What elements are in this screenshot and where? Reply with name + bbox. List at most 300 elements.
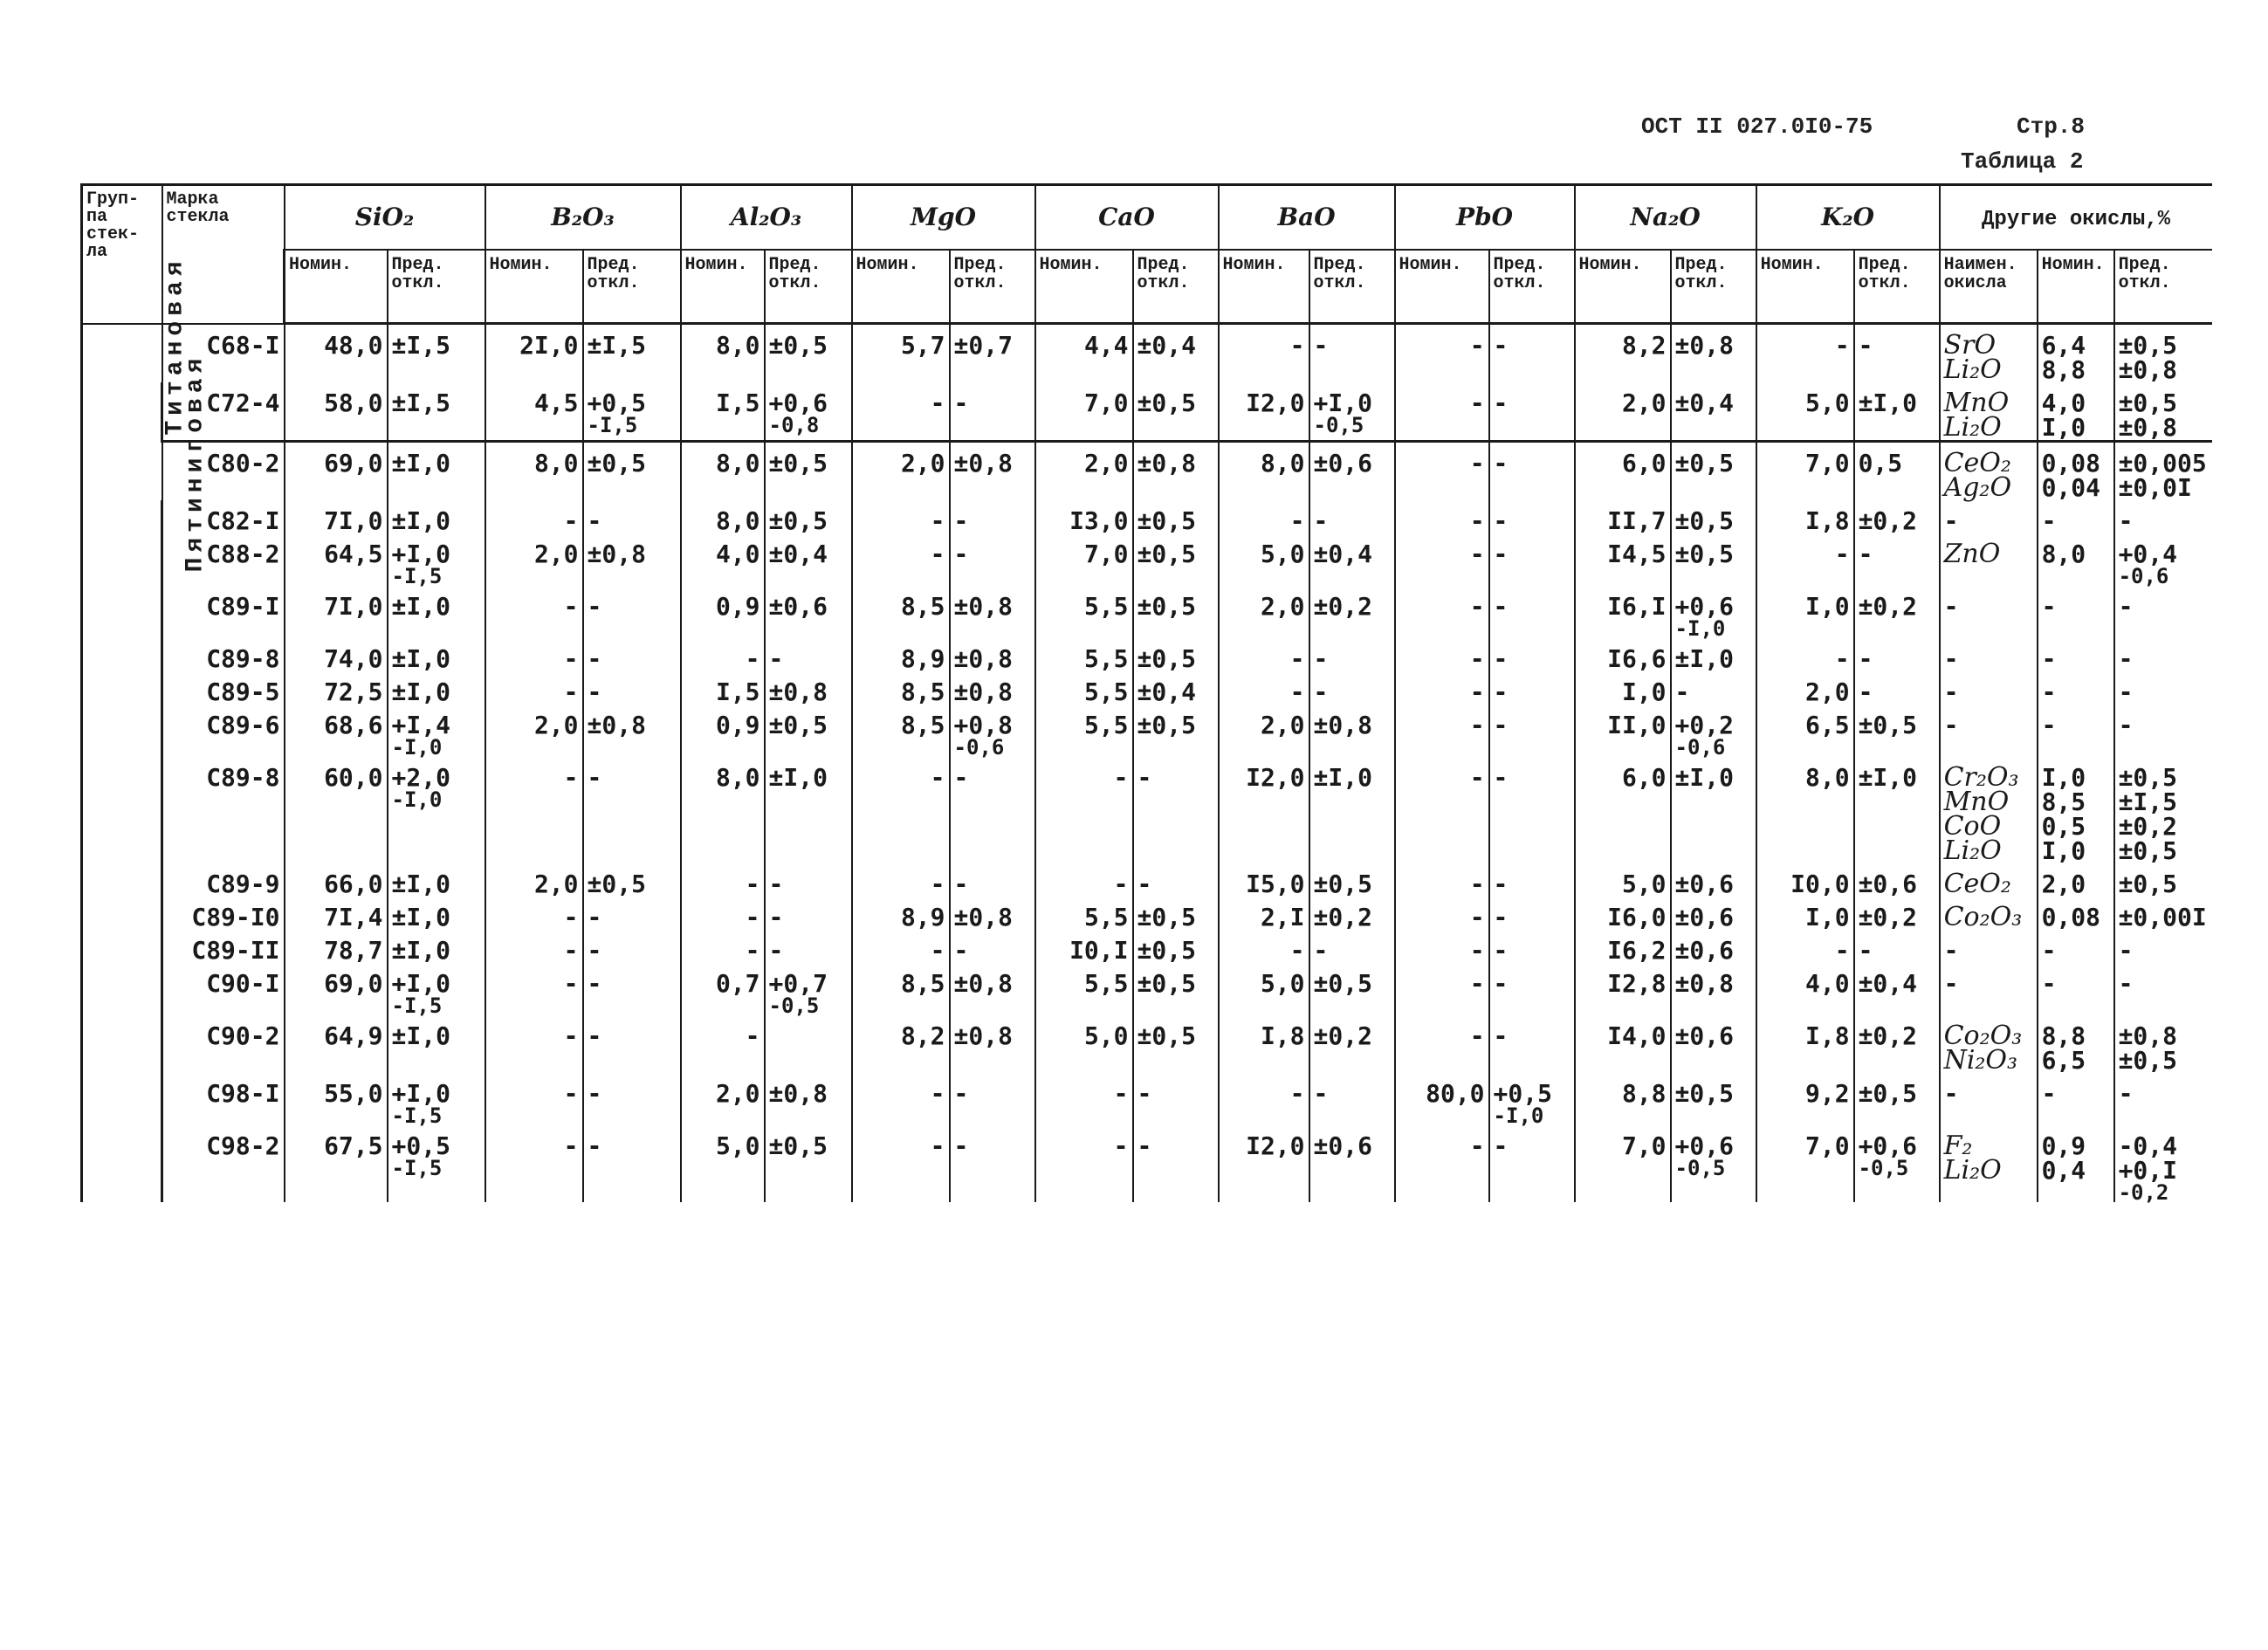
nominal-value: - — [1395, 442, 1489, 501]
nominal-value: II,7 — [1575, 500, 1671, 533]
nominal-value: I5,0 — [1219, 863, 1309, 897]
nominal-value: 8,2 — [852, 1015, 950, 1073]
tolerance-value: ±0,8 — [1671, 324, 1756, 383]
tolerance-value: - — [950, 1125, 1035, 1202]
tolerance-value: - — [1489, 586, 1575, 638]
group-label: Титановая — [82, 324, 162, 442]
tolerance-value: ±0,6 — [1309, 1125, 1395, 1202]
tolerance-value: - — [583, 1073, 681, 1125]
table-row — [82, 671, 2212, 705]
tolerance-value: - — [583, 930, 681, 963]
nominal-value: - — [1395, 1125, 1489, 1202]
subheader-other-name: Наимен. окисла — [1940, 250, 2038, 324]
subheader-nominal: Номин. — [681, 250, 765, 324]
group-label: Пятиниговая — [82, 442, 162, 1203]
tolerance-value: +0,8 -0,6 — [950, 705, 1035, 757]
nominal-value: 4,4 — [1035, 324, 1133, 383]
tolerance-value: ±0,5 — [1854, 705, 1940, 757]
other-oxide-name: Cr₂O₃ MnO CoO Li₂O — [1940, 757, 2038, 863]
tolerance-value: +0,6 -0,5 — [1854, 1125, 1940, 1202]
tolerance-value: - — [1854, 671, 1940, 705]
other-oxide-nominal: 8,0 — [2038, 533, 2114, 586]
subheader-nominal: Номин. — [485, 250, 583, 324]
tolerance-value: - — [1854, 638, 1940, 671]
nominal-value: 74,0 — [285, 638, 388, 671]
tolerance-value: ±0,2 — [1854, 897, 1940, 930]
tolerance-value: ±0,5 — [1133, 638, 1219, 671]
tolerance-value: ±0,5 — [583, 863, 681, 897]
header-oxide-mgo: MgO — [852, 185, 1035, 251]
tolerance-value: +0,5 -I,5 — [388, 1125, 485, 1202]
tolerance-value: ±I,0 — [388, 1015, 485, 1073]
table-row — [82, 1125, 2212, 1202]
tolerance-value: - — [1489, 500, 1575, 533]
other-oxide-nominal: - — [2038, 500, 2114, 533]
nominal-value: 8,0 — [485, 442, 583, 501]
tolerance-value: - — [1489, 638, 1575, 671]
nominal-value: - — [681, 638, 765, 671]
tolerance-value: - — [950, 382, 1035, 442]
tolerance-value: ±0,5 — [1671, 500, 1756, 533]
other-oxide-tolerance: +0,4 -0,6 — [2114, 533, 2212, 586]
other-oxide-name: MnO Li₂O — [1940, 382, 2038, 442]
tolerance-value: - — [1309, 930, 1395, 963]
nominal-value: 66,0 — [285, 863, 388, 897]
tolerance-value: - — [1489, 533, 1575, 586]
header-grade: Марка стекла — [162, 185, 285, 324]
other-oxide-tolerance: ±0,5 ±0,8 — [2114, 324, 2212, 383]
tolerance-value: - — [583, 638, 681, 671]
nominal-value: - — [485, 671, 583, 705]
tolerance-value: ±0,4 — [1309, 533, 1395, 586]
tolerance-value: +I,4 -I,0 — [388, 705, 485, 757]
other-oxide-tolerance: ±0,5 ±I,5 ±0,2 ±0,5 — [2114, 757, 2212, 863]
tolerance-value: ±I,0 — [388, 500, 485, 533]
tolerance-value: ±0,5 — [1133, 1015, 1219, 1073]
page-number: Стр.8 — [2017, 113, 2086, 140]
tolerance-value: - — [950, 757, 1035, 863]
nominal-value: 8,9 — [852, 897, 950, 930]
tolerance-value: - — [765, 930, 852, 963]
nominal-value: 8,0 — [681, 757, 765, 863]
tolerance-value: - — [765, 897, 852, 930]
tolerance-value: ±0,6 — [1671, 863, 1756, 897]
tolerance-value: ±0,4 — [765, 533, 852, 586]
tolerance-value: - — [1133, 757, 1219, 863]
nominal-value: I2,0 — [1219, 382, 1309, 442]
nominal-value: - — [681, 1015, 765, 1073]
tolerance-value: ±0,4 — [1671, 382, 1756, 442]
nominal-value: 8,0 — [1219, 442, 1309, 501]
nominal-value: 7I,0 — [285, 586, 388, 638]
nominal-value: I6,0 — [1575, 897, 1671, 930]
nominal-value: I,0 — [1756, 586, 1854, 638]
nominal-value: I0,I — [1035, 930, 1133, 963]
nominal-value: - — [852, 757, 950, 863]
other-oxide-tolerance: ±0,5 — [2114, 863, 2212, 897]
glass-grade: С89-I0 — [162, 897, 285, 930]
glass-grade: С89-II — [162, 930, 285, 963]
subheader-nominal: Номин. — [1575, 250, 1671, 324]
tolerance-value: ±I,0 — [388, 671, 485, 705]
tolerance-value: ±0,8 — [765, 1073, 852, 1125]
tolerance-value: ±0,5 — [1671, 1073, 1756, 1125]
nominal-value: I,0 — [1756, 897, 1854, 930]
other-oxide-nominal: - — [2038, 1073, 2114, 1125]
tolerance-value: ±I,0 — [388, 442, 485, 501]
subheader-nominal: Номин. — [852, 250, 950, 324]
nominal-value: 72,5 — [285, 671, 388, 705]
other-oxide-nominal: 8,8 6,5 — [2038, 1015, 2114, 1073]
nominal-value: - — [852, 863, 950, 897]
nominal-value: I0,0 — [1756, 863, 1854, 897]
tolerance-value: ±0,5 — [765, 500, 852, 533]
nominal-value: - — [1395, 1015, 1489, 1073]
other-oxide-name: Co₂O₃ Ni₂O₃ — [1940, 1015, 2038, 1073]
tolerance-value: - — [1309, 324, 1395, 383]
nominal-value: - — [1035, 757, 1133, 863]
nominal-value: 8,2 — [1575, 324, 1671, 383]
other-oxide-tolerance: ±0,5 ±0,8 — [2114, 382, 2212, 442]
nominal-value: - — [485, 897, 583, 930]
nominal-value: I6,I — [1575, 586, 1671, 638]
nominal-value: 64,9 — [285, 1015, 388, 1073]
other-oxide-nominal: 0,9 0,4 — [2038, 1125, 2114, 1202]
nominal-value: 5,7 — [852, 324, 950, 383]
subheader-nominal: Номин. — [1395, 250, 1489, 324]
nominal-value: - — [1035, 863, 1133, 897]
tolerance-value: - — [1489, 1125, 1575, 1202]
tolerance-value: - — [950, 930, 1035, 963]
other-oxide-nominal: 0,08 0,04 — [2038, 442, 2114, 501]
tolerance-value: - — [1489, 757, 1575, 863]
tolerance-value: ±0,5 — [1133, 930, 1219, 963]
nominal-value: - — [1395, 705, 1489, 757]
table-row — [82, 442, 2212, 501]
subheader-nominal: Номин. — [1219, 250, 1309, 324]
tolerance-value: - — [1489, 705, 1575, 757]
table-row — [82, 638, 2212, 671]
nominal-value: 69,0 — [285, 442, 388, 501]
nominal-value: - — [1395, 863, 1489, 897]
nominal-value: 5,5 — [1035, 586, 1133, 638]
tolerance-value — [765, 1015, 852, 1073]
table-label: Таблица 2 — [1961, 148, 2084, 175]
tolerance-value: ±0,5 — [1309, 963, 1395, 1015]
other-oxide-tolerance: - — [2114, 638, 2212, 671]
nominal-value: 8,0 — [681, 500, 765, 533]
table-row — [82, 897, 2212, 930]
nominal-value: 7,0 — [1035, 382, 1133, 442]
subheader-nominal: Номин. — [1756, 250, 1854, 324]
nominal-value: 2,0 — [1575, 382, 1671, 442]
other-oxide-name: - — [1940, 586, 2038, 638]
nominal-value: - — [485, 638, 583, 671]
other-oxide-name: F₂ Li₂O — [1940, 1125, 2038, 1202]
other-oxide-nominal: I,0 8,5 0,5 I,0 — [2038, 757, 2114, 863]
nominal-value: 48,0 — [285, 324, 388, 383]
header-oxide-pbo: PbO — [1395, 185, 1575, 251]
nominal-value: - — [485, 586, 583, 638]
nominal-value: - — [852, 1073, 950, 1125]
tolerance-value: - — [583, 1125, 681, 1202]
other-oxide-nominal: 0,08 — [2038, 897, 2114, 930]
nominal-value: 5,0 — [1035, 1015, 1133, 1073]
nominal-value: 2,0 — [485, 863, 583, 897]
nominal-value: - — [1395, 757, 1489, 863]
nominal-value: 2I,0 — [485, 324, 583, 383]
tolerance-value: ±0,5 — [1854, 1073, 1940, 1125]
header-oxide-al2o3: Al₂O₃ — [681, 185, 852, 251]
nominal-value: - — [1395, 638, 1489, 671]
nominal-value: 8,5 — [852, 586, 950, 638]
nominal-value: - — [485, 930, 583, 963]
subheader-tolerance: Пред. откл. — [950, 250, 1035, 324]
other-oxide-name: - — [1940, 963, 2038, 1015]
tolerance-value: ±0,8 — [1671, 963, 1756, 1015]
tolerance-value: ±0,8 — [1133, 442, 1219, 501]
nominal-value: 5,0 — [1575, 863, 1671, 897]
other-oxide-nominal: - — [2038, 930, 2114, 963]
table-row — [82, 705, 2212, 757]
nominal-value: - — [1219, 324, 1309, 383]
tolerance-value: ±I,0 — [388, 638, 485, 671]
nominal-value: 6,0 — [1575, 757, 1671, 863]
nominal-value: I4,0 — [1575, 1015, 1671, 1073]
other-oxide-tolerance: -0,4 +0,I -0,2 — [2114, 1125, 2212, 1202]
nominal-value: 2,0 — [1219, 705, 1309, 757]
table-row — [82, 500, 2212, 533]
tolerance-value: ±0,4 — [1854, 963, 1940, 1015]
glass-grade: С90-I — [162, 963, 285, 1015]
other-oxide-name: - — [1940, 930, 2038, 963]
nominal-value: 0,9 — [681, 705, 765, 757]
nominal-value: 5,5 — [1035, 671, 1133, 705]
glass-grade: С89-8 — [162, 757, 285, 863]
tolerance-value: ±0,8 — [1309, 705, 1395, 757]
nominal-value: - — [852, 1125, 950, 1202]
tolerance-value: ±I,0 — [1309, 757, 1395, 863]
subheader-tolerance: Пред. откл. — [388, 250, 485, 324]
nominal-value: 5,5 — [1035, 963, 1133, 1015]
nominal-value: 8,5 — [852, 963, 950, 1015]
tolerance-value: - — [583, 897, 681, 930]
tolerance-value: ±0,4 — [1133, 671, 1219, 705]
nominal-value: - — [1219, 638, 1309, 671]
tolerance-value: +2,0 -I,0 — [388, 757, 485, 863]
tolerance-value: ±0,5 — [1133, 533, 1219, 586]
nominal-value: 9,2 — [1756, 1073, 1854, 1125]
tolerance-value: - — [950, 533, 1035, 586]
tolerance-value: ±0,5 — [1133, 963, 1219, 1015]
nominal-value: - — [852, 930, 950, 963]
glass-grade: С88-2 — [162, 533, 285, 586]
tolerance-value: ±I,0 — [388, 930, 485, 963]
other-oxide-nominal: - — [2038, 671, 2114, 705]
document-code: ОСТ II 027.0I0-75 — [1641, 113, 1873, 140]
tolerance-value: ±0,6 — [1671, 897, 1756, 930]
nominal-value: - — [1395, 533, 1489, 586]
table-row — [82, 930, 2212, 963]
subheader-tolerance: Пред. откл. — [583, 250, 681, 324]
tolerance-value: ±0,8 — [950, 897, 1035, 930]
tolerance-value: ±0,5 — [1133, 705, 1219, 757]
tolerance-value: ±0,8 — [765, 671, 852, 705]
subheader-tolerance: Пред. откл. — [1854, 250, 1940, 324]
table-row — [82, 586, 2212, 638]
tolerance-value: ±I,0 — [1854, 757, 1940, 863]
tolerance-value: ±0,5 — [1671, 533, 1756, 586]
tolerance-value: +0,6 -0,8 — [765, 382, 852, 442]
tolerance-value: ±I,0 — [1854, 382, 1940, 442]
header-oxide-k2o: K₂O — [1756, 185, 1940, 251]
tolerance-value: - — [1489, 324, 1575, 383]
nominal-value: 58,0 — [285, 382, 388, 442]
other-oxide-tolerance: - — [2114, 500, 2212, 533]
tolerance-value: ±0,8 — [950, 638, 1035, 671]
tolerance-value: +I,0 -I,5 — [388, 1073, 485, 1125]
nominal-value: - — [485, 500, 583, 533]
nominal-value: 4,0 — [681, 533, 765, 586]
header-group: Груп-па стек-ла — [82, 185, 162, 324]
nominal-value: 5,0 — [1756, 382, 1854, 442]
other-oxide-name: CeO₂ — [1940, 863, 2038, 897]
other-oxide-name: - — [1940, 500, 2038, 533]
tolerance-value: - — [1133, 1073, 1219, 1125]
nominal-value: 8,0 — [681, 324, 765, 383]
tolerance-value: ±0,4 — [1133, 324, 1219, 383]
tolerance-value: ±0,5 — [1133, 897, 1219, 930]
header-oxide-b2o3: B₂O₃ — [485, 185, 681, 251]
other-oxide-tolerance: - — [2114, 930, 2212, 963]
other-oxide-nominal: - — [2038, 586, 2114, 638]
other-oxide-nominal: 2,0 — [2038, 863, 2114, 897]
nominal-value: - — [681, 897, 765, 930]
other-oxide-name: ZnO — [1940, 533, 2038, 586]
nominal-value: I,5 — [681, 382, 765, 442]
tolerance-value: ±0,8 — [583, 705, 681, 757]
subheader-other-nominal: Номин. — [2038, 250, 2114, 324]
nominal-value: 60,0 — [285, 757, 388, 863]
nominal-value: 7,0 — [1575, 1125, 1671, 1202]
glass-grade: С98-2 — [162, 1125, 285, 1202]
table-row — [82, 863, 2212, 897]
tolerance-value: ±0,6 — [1671, 930, 1756, 963]
tolerance-value: +0,5 -I,0 — [1489, 1073, 1575, 1125]
nominal-value: - — [852, 500, 950, 533]
nominal-value: 7I,0 — [285, 500, 388, 533]
tolerance-value: - — [583, 1015, 681, 1073]
tolerance-value: - — [1489, 671, 1575, 705]
other-oxide-nominal: 6,4 8,8 — [2038, 324, 2114, 383]
glass-grade: С82-I — [162, 500, 285, 533]
subheader-row — [82, 250, 2212, 324]
nominal-value: 2,0 — [485, 533, 583, 586]
tolerance-value: - — [583, 757, 681, 863]
other-oxide-name: - — [1940, 638, 2038, 671]
table-row — [82, 757, 2212, 863]
glass-grade: С89-6 — [162, 705, 285, 757]
nominal-value: I3,0 — [1035, 500, 1133, 533]
tolerance-value: ±0,6 — [1309, 442, 1395, 501]
nominal-value: - — [1219, 500, 1309, 533]
table-row — [82, 324, 2212, 383]
tolerance-value: ±I,0 — [1671, 757, 1756, 863]
other-oxide-tolerance: - — [2114, 1073, 2212, 1125]
nominal-value: - — [1395, 963, 1489, 1015]
tolerance-value: ±0,8 — [950, 963, 1035, 1015]
nominal-value: 5,0 — [1219, 963, 1309, 1015]
nominal-value: 8,8 — [1575, 1073, 1671, 1125]
tolerance-value: - — [583, 671, 681, 705]
tolerance-value: ±0,5 — [1133, 586, 1219, 638]
tolerance-value: - — [583, 586, 681, 638]
nominal-value: - — [1756, 638, 1854, 671]
nominal-value: - — [1395, 897, 1489, 930]
glass-grade: С89-5 — [162, 671, 285, 705]
nominal-value: 68,6 — [285, 705, 388, 757]
tolerance-value: +0,6 -I,0 — [1671, 586, 1756, 638]
glass-grade: С80-2 — [162, 442, 285, 501]
nominal-value: - — [1395, 586, 1489, 638]
nominal-value: 2,0 — [1035, 442, 1133, 501]
glass-grade: С89-8 — [162, 638, 285, 671]
tolerance-value: - — [1489, 930, 1575, 963]
nominal-value: - — [1035, 1073, 1133, 1125]
nominal-value: 8,0 — [681, 442, 765, 501]
subheader-tolerance: Пред. откл. — [1309, 250, 1395, 324]
tolerance-value: ±0,5 — [583, 442, 681, 501]
tolerance-value: ±0,5 — [1671, 442, 1756, 501]
nominal-value: - — [485, 963, 583, 1015]
nominal-value: 67,5 — [285, 1125, 388, 1202]
tolerance-value: - — [1854, 324, 1940, 383]
other-oxide-name: - — [1940, 705, 2038, 757]
other-oxide-tolerance: ±0,8 ±0,5 — [2114, 1015, 2212, 1073]
tolerance-value: ±0,2 — [1854, 500, 1940, 533]
other-oxide-tolerance: - — [2114, 705, 2212, 757]
nominal-value: I6,2 — [1575, 930, 1671, 963]
tolerance-value: ±0,6 — [765, 586, 852, 638]
nominal-value: - — [852, 382, 950, 442]
tolerance-value: ±I,0 — [388, 863, 485, 897]
tolerance-value: ±0,2 — [1309, 586, 1395, 638]
nominal-value: 5,5 — [1035, 897, 1133, 930]
nominal-value: I,8 — [1756, 1015, 1854, 1073]
tolerance-value: ±I,0 — [1671, 638, 1756, 671]
nominal-value: 8,9 — [852, 638, 950, 671]
nominal-value: 6,0 — [1575, 442, 1671, 501]
tolerance-value: - — [1133, 1125, 1219, 1202]
nominal-value: 7,0 — [1756, 442, 1854, 501]
subheader-nominal: Номин. — [285, 250, 388, 324]
tolerance-value: ±0,5 — [765, 442, 852, 501]
nominal-value: I4,5 — [1575, 533, 1671, 586]
tolerance-value: - — [1309, 671, 1395, 705]
tolerance-value: - — [583, 963, 681, 1015]
tolerance-value: - — [1489, 963, 1575, 1015]
nominal-value: I2,0 — [1219, 757, 1309, 863]
nominal-value: II,0 — [1575, 705, 1671, 757]
nominal-value: 80,0 — [1395, 1073, 1489, 1125]
nominal-value: - — [852, 533, 950, 586]
tolerance-value: - — [950, 1073, 1035, 1125]
tolerance-value: ±0,5 — [765, 705, 852, 757]
nominal-value: - — [485, 757, 583, 863]
tolerance-value: ±0,5 — [1309, 863, 1395, 897]
header-oxide-cao: CaO — [1035, 185, 1219, 251]
table-row — [82, 1073, 2212, 1125]
